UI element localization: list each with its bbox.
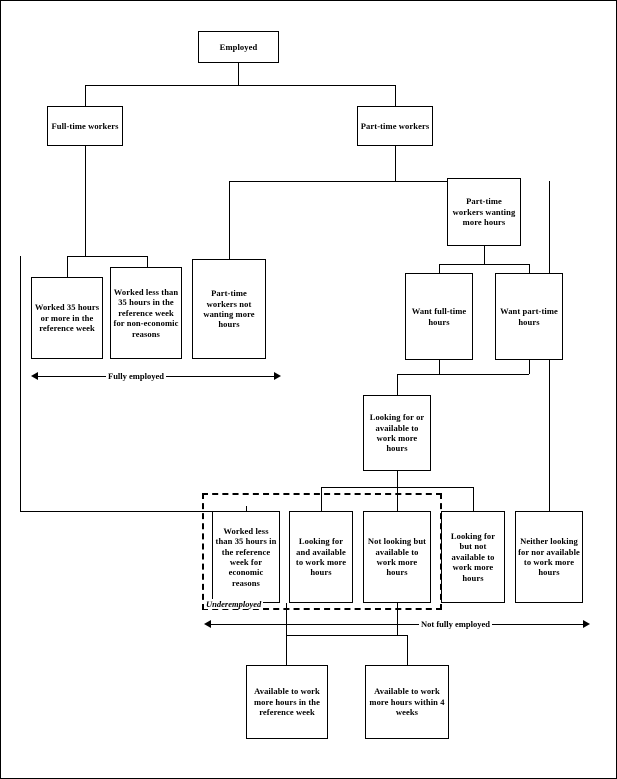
node-available-reference-week[interactable] [246, 665, 328, 739]
connector-fulltime-bus [67, 256, 147, 257]
node-part-time-wanting-more-hours-label: Part-time workers wanting more hours [452, 196, 516, 228]
node-want-full-time-hours[interactable] [405, 273, 473, 360]
node-available-within-4-weeks-label: Available to work more hours within 4 weeks [369, 686, 445, 718]
connector-left-rail-down [20, 256, 21, 511]
not-fully-employed-arrow-left [204, 620, 211, 628]
connector-employed-down [238, 63, 239, 85]
connector-to-available-reference-week [286, 635, 287, 665]
connector-to-wantfulltime [439, 264, 440, 273]
node-looking-for-or-available[interactable] [363, 395, 431, 471]
node-want-part-time-hours[interactable] [495, 273, 563, 360]
node-neither-looking-nor-available[interactable] [515, 511, 583, 603]
caption-not-fully-employed: Not fully employed [421, 619, 490, 629]
connector-wantingmore-down [484, 246, 485, 264]
connector-fulltime-down [85, 146, 86, 256]
node-worked-35-hours-or-more[interactable] [31, 277, 103, 359]
node-looking-but-not-available-label: Looking for but not available to work more hours [450, 531, 496, 583]
connector-to-lookingoravailable [397, 374, 398, 395]
node-want-part-time-hours-label: Want part-time hours [500, 306, 558, 327]
node-looking-and-available-label: Looking for and available to work more hours [295, 536, 347, 578]
node-worked-less-economic[interactable] [212, 511, 280, 603]
connector-looking-bus [397, 374, 529, 375]
connector-to-fulltime [85, 85, 86, 106]
connector-lookingoravailable-down [397, 471, 398, 487]
node-looking-and-available[interactable] [289, 511, 353, 603]
node-looking-for-or-available-label: Looking for or available to work more hours [369, 412, 425, 454]
node-worked-less-economic-label: Worked less than 35 hours in the reference week for economic reasons [215, 525, 277, 588]
not-fully-employed-arrow-line [211, 624, 583, 625]
connector-parttime-down [395, 146, 396, 181]
node-want-full-time-hours-label: Want full-time hours [411, 306, 467, 327]
connector-wantingmore-bus [439, 264, 529, 265]
connector-to-workedless-noneconomic [147, 256, 148, 267]
fully-employed-arrow-left [31, 372, 38, 380]
connector-wantparttime-down [529, 360, 530, 374]
connector-to-worked35 [67, 256, 68, 277]
node-full-time-workers-label: Full-time workers [51, 120, 119, 131]
node-part-time-workers-label: Part-time workers [360, 120, 430, 131]
connector-to-notwantingmore [229, 181, 230, 259]
connector-wantfulltime-down [439, 360, 440, 374]
node-available-within-4-weeks[interactable] [365, 665, 449, 739]
node-part-time-workers[interactable] [357, 106, 433, 146]
caption-fully-employed: Fully employed [108, 371, 164, 381]
node-full-time-workers[interactable] [47, 106, 123, 146]
node-looking-but-not-available[interactable] [441, 511, 505, 603]
node-not-looking-but-available-label: Not looking but available to work more hours [367, 536, 427, 578]
fully-employed-arrow-right [274, 372, 281, 380]
node-not-looking-but-available[interactable] [363, 511, 431, 603]
connector-to-wantparttime [529, 264, 530, 273]
connector-parttime-bus [229, 181, 484, 182]
connector-to-available-4weeks [407, 635, 408, 665]
node-employed-label: Employed [219, 41, 258, 52]
node-worked-35-hours-or-more-label: Worked 35 hours or more in the reference week [34, 302, 100, 334]
node-available-reference-week-label: Available to work more hours in the reference week [253, 686, 320, 718]
connector-employed-bus [85, 85, 396, 86]
connector-available-bus-right [286, 635, 407, 636]
not-fully-employed-arrow-right [583, 620, 590, 628]
node-neither-looking-nor-available-label: Neither looking for nor available to work more hours [518, 536, 580, 578]
node-part-time-not-wanting-more-hours[interactable] [192, 259, 266, 359]
node-worked-less-non-economic-label: Worked less than 35 hours in the reference week for non-economic reasons [113, 287, 179, 339]
node-worked-less-non-economic[interactable] [110, 267, 182, 359]
connector-to-parttime [395, 85, 396, 106]
node-employed[interactable] [198, 31, 279, 63]
node-part-time-wanting-more-hours[interactable] [447, 178, 521, 246]
node-part-time-not-wanting-more-hours-label: Part-time workers not wanting more hours [203, 288, 255, 330]
connector-to-lookingnotavailable [473, 487, 474, 511]
caption-underemployed: Underemployed [206, 599, 262, 609]
